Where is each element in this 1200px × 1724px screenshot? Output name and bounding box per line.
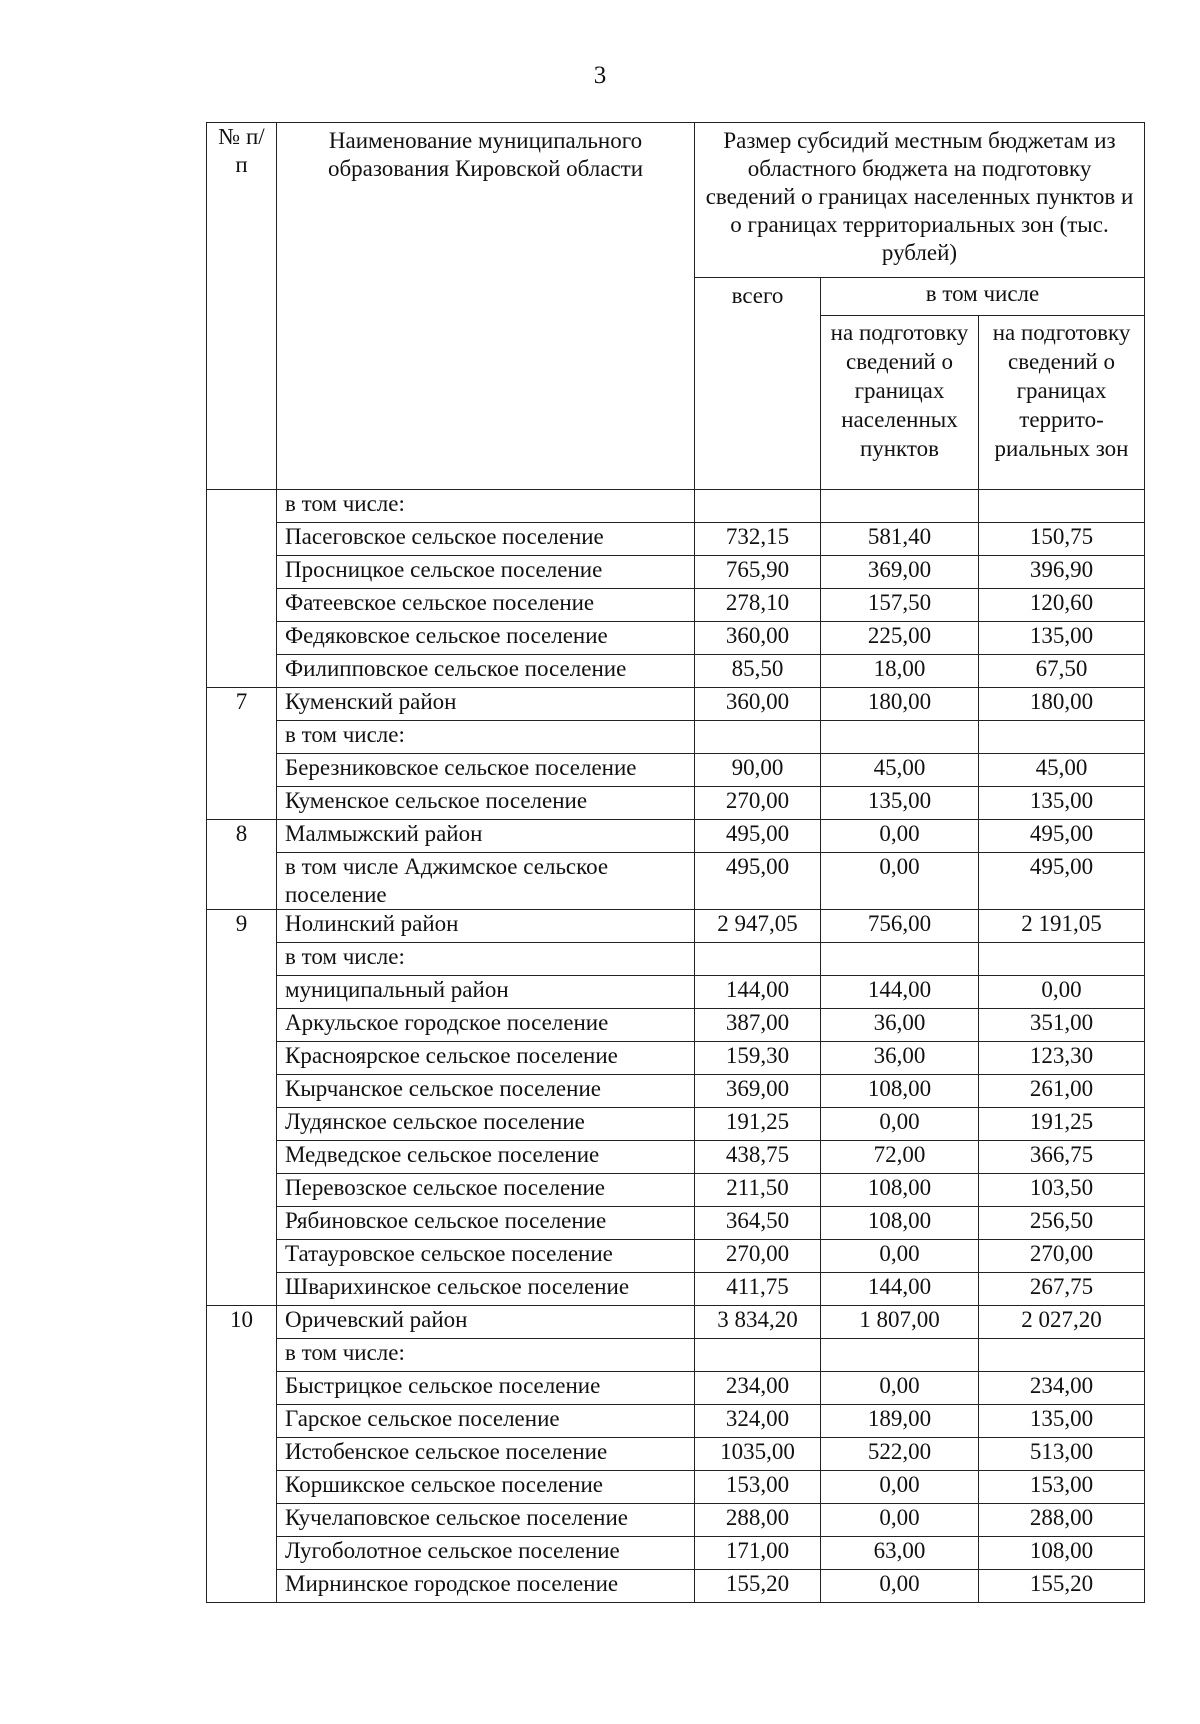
header-settlements-boundaries: на подготовку сведений о границах населенных пунктов bbox=[821, 316, 979, 490]
table-row bbox=[207, 1108, 1145, 1141]
row-settlements-amount: 756,00 bbox=[821, 910, 979, 943]
table-row bbox=[207, 1405, 1145, 1438]
row-settlements-amount: 581,40 bbox=[821, 523, 979, 556]
row-zones-amount: 103,50 bbox=[979, 1174, 1145, 1207]
row-number bbox=[207, 787, 277, 820]
row-number bbox=[207, 1405, 277, 1438]
row-settlements-amount: 108,00 bbox=[821, 1174, 979, 1207]
table-row bbox=[207, 490, 1145, 523]
row-name: Березниковское сельское поселение bbox=[277, 754, 695, 787]
row-total: 369,00 bbox=[695, 1075, 821, 1108]
row-name: Куменский район bbox=[277, 688, 695, 721]
row-number bbox=[207, 1075, 277, 1108]
row-total: 155,20 bbox=[695, 1570, 821, 1603]
row-settlements-amount: 0,00 bbox=[821, 1471, 979, 1504]
row-name: Нолинский район bbox=[277, 910, 695, 943]
row-total: 360,00 bbox=[695, 622, 821, 655]
header-including: в том числе bbox=[821, 278, 1145, 316]
row-number bbox=[207, 1471, 277, 1504]
row-number bbox=[207, 1240, 277, 1273]
row-total: 411,75 bbox=[695, 1273, 821, 1306]
table-row bbox=[207, 556, 1145, 589]
header-no: № п/п bbox=[207, 123, 277, 490]
row-number bbox=[207, 1339, 277, 1372]
row-total: 90,00 bbox=[695, 754, 821, 787]
table-row bbox=[207, 1537, 1145, 1570]
row-settlements-amount bbox=[821, 721, 979, 754]
row-number bbox=[207, 655, 277, 688]
table-row bbox=[207, 1009, 1145, 1042]
row-number bbox=[207, 1273, 277, 1306]
row-zones-amount: 396,90 bbox=[979, 556, 1145, 589]
row-name: в том числе: bbox=[277, 1339, 695, 1372]
row-total: 324,00 bbox=[695, 1405, 821, 1438]
row-settlements-amount: 18,00 bbox=[821, 655, 979, 688]
row-settlements-amount: 0,00 bbox=[821, 1372, 979, 1405]
row-total: 3 834,20 bbox=[695, 1306, 821, 1339]
row-settlements-amount: 0,00 bbox=[821, 1108, 979, 1141]
row-total: 438,75 bbox=[695, 1141, 821, 1174]
row-settlements-amount: 108,00 bbox=[821, 1075, 979, 1108]
row-zones-amount: 351,00 bbox=[979, 1009, 1145, 1042]
table-row bbox=[207, 688, 1145, 721]
row-total: 270,00 bbox=[695, 1240, 821, 1273]
table-row bbox=[207, 1042, 1145, 1075]
subsidy-table bbox=[206, 122, 1145, 1603]
row-zones-amount: 180,00 bbox=[979, 688, 1145, 721]
row-number bbox=[207, 1141, 277, 1174]
table-row bbox=[207, 976, 1145, 1009]
row-total bbox=[695, 1339, 821, 1372]
row-name: в том числе Аджимское сельское поселение bbox=[277, 853, 695, 910]
table-row bbox=[207, 910, 1145, 943]
row-zones-amount: 2 027,20 bbox=[979, 1306, 1145, 1339]
row-zones-amount: 153,00 bbox=[979, 1471, 1145, 1504]
row-name: Красноярское сельское поселение bbox=[277, 1042, 695, 1075]
table-row bbox=[207, 721, 1145, 754]
row-settlements-amount: 225,00 bbox=[821, 622, 979, 655]
row-zones-amount bbox=[979, 1339, 1145, 1372]
table-row bbox=[207, 787, 1145, 820]
row-name: Фатеевское сельское поселение bbox=[277, 589, 695, 622]
row-name: Пасеговское сельское поселение bbox=[277, 523, 695, 556]
row-settlements-amount bbox=[821, 1339, 979, 1372]
row-number bbox=[207, 754, 277, 787]
row-zones-amount: 261,00 bbox=[979, 1075, 1145, 1108]
row-settlements-amount: 1 807,00 bbox=[821, 1306, 979, 1339]
row-settlements-amount bbox=[821, 943, 979, 976]
table-row bbox=[207, 1240, 1145, 1273]
table-body bbox=[207, 490, 1145, 1603]
table-row bbox=[207, 1504, 1145, 1537]
row-number bbox=[207, 490, 277, 523]
header-total: всего bbox=[695, 278, 821, 490]
row-total: 159,30 bbox=[695, 1042, 821, 1075]
table-row bbox=[207, 1207, 1145, 1240]
row-settlements-amount: 36,00 bbox=[821, 1042, 979, 1075]
table-row bbox=[207, 1570, 1145, 1603]
row-number bbox=[207, 1174, 277, 1207]
row-settlements-amount: 522,00 bbox=[821, 1438, 979, 1471]
row-total: 144,00 bbox=[695, 976, 821, 1009]
row-number bbox=[207, 556, 277, 589]
row-settlements-amount: 144,00 bbox=[821, 1273, 979, 1306]
row-name: Истобенское сельское поселение bbox=[277, 1438, 695, 1471]
row-total: 495,00 bbox=[695, 820, 821, 853]
row-number bbox=[207, 622, 277, 655]
row-number: 9 bbox=[207, 910, 277, 943]
row-number bbox=[207, 589, 277, 622]
row-zones-amount: 234,00 bbox=[979, 1372, 1145, 1405]
row-zones-amount: 0,00 bbox=[979, 976, 1145, 1009]
table-row bbox=[207, 1339, 1145, 1372]
row-number bbox=[207, 1438, 277, 1471]
table-row bbox=[207, 1174, 1145, 1207]
row-number: 7 bbox=[207, 688, 277, 721]
row-number bbox=[207, 1207, 277, 1240]
row-total bbox=[695, 721, 821, 754]
row-settlements-amount: 369,00 bbox=[821, 556, 979, 589]
row-zones-amount: 120,60 bbox=[979, 589, 1145, 622]
header-size: Размер субсидий местным бюджетам из областного бюджета на подготовку сведений о границах населенных пунктов и о границах территориальных зон (тыс. рублей) bbox=[695, 123, 1145, 278]
row-number bbox=[207, 1504, 277, 1537]
row-total: 765,90 bbox=[695, 556, 821, 589]
row-number bbox=[207, 853, 277, 910]
row-zones-amount: 67,50 bbox=[979, 655, 1145, 688]
table-row bbox=[207, 943, 1145, 976]
row-number bbox=[207, 523, 277, 556]
table-row bbox=[207, 523, 1145, 556]
row-zones-amount: 495,00 bbox=[979, 853, 1145, 910]
row-zones-amount: 2 191,05 bbox=[979, 910, 1145, 943]
row-total: 364,50 bbox=[695, 1207, 821, 1240]
row-name: муниципальный район bbox=[277, 976, 695, 1009]
table-row bbox=[207, 622, 1145, 655]
row-name: Лудянское сельское поселение bbox=[277, 1108, 695, 1141]
row-zones-amount bbox=[979, 943, 1145, 976]
row-total: 171,00 bbox=[695, 1537, 821, 1570]
row-settlements-amount: 72,00 bbox=[821, 1141, 979, 1174]
row-name: Шварихинское сельское поселение bbox=[277, 1273, 695, 1306]
row-name: Малмыжский район bbox=[277, 820, 695, 853]
row-settlements-amount: 45,00 bbox=[821, 754, 979, 787]
row-zones-amount bbox=[979, 721, 1145, 754]
table-row bbox=[207, 853, 1145, 910]
row-total bbox=[695, 943, 821, 976]
row-number bbox=[207, 976, 277, 1009]
row-zones-amount: 135,00 bbox=[979, 787, 1145, 820]
row-zones-amount: 513,00 bbox=[979, 1438, 1145, 1471]
table-row bbox=[207, 1075, 1145, 1108]
row-settlements-amount bbox=[821, 490, 979, 523]
row-zones-amount bbox=[979, 490, 1145, 523]
table-row bbox=[207, 754, 1145, 787]
row-zones-amount: 191,25 bbox=[979, 1108, 1145, 1141]
row-zones-amount: 45,00 bbox=[979, 754, 1145, 787]
row-name: Федяковское сельское поселение bbox=[277, 622, 695, 655]
row-settlements-amount: 0,00 bbox=[821, 1504, 979, 1537]
row-name: в том числе: bbox=[277, 943, 695, 976]
row-total: 191,25 bbox=[695, 1108, 821, 1141]
row-name: Оричевский район bbox=[277, 1306, 695, 1339]
table-row bbox=[207, 1273, 1145, 1306]
row-settlements-amount: 108,00 bbox=[821, 1207, 979, 1240]
row-settlements-amount: 0,00 bbox=[821, 853, 979, 910]
row-total: 288,00 bbox=[695, 1504, 821, 1537]
row-settlements-amount: 157,50 bbox=[821, 589, 979, 622]
row-settlements-amount: 189,00 bbox=[821, 1405, 979, 1438]
row-number: 8 bbox=[207, 820, 277, 853]
row-zones-amount: 155,20 bbox=[979, 1570, 1145, 1603]
row-zones-amount: 123,30 bbox=[979, 1042, 1145, 1075]
row-zones-amount: 288,00 bbox=[979, 1504, 1145, 1537]
row-name: Куменское сельское поселение bbox=[277, 787, 695, 820]
row-settlements-amount: 135,00 bbox=[821, 787, 979, 820]
row-zones-amount: 495,00 bbox=[979, 820, 1145, 853]
header-name: Наименование муниципального образования Кировской области bbox=[277, 123, 695, 490]
row-zones-amount: 135,00 bbox=[979, 1405, 1145, 1438]
row-settlements-amount: 0,00 bbox=[821, 820, 979, 853]
row-total bbox=[695, 490, 821, 523]
row-name: в том числе: bbox=[277, 721, 695, 754]
row-name: Коршикское сельское поселение bbox=[277, 1471, 695, 1504]
row-total: 234,00 bbox=[695, 1372, 821, 1405]
row-number bbox=[207, 1042, 277, 1075]
row-zones-amount: 150,75 bbox=[979, 523, 1145, 556]
row-total: 211,50 bbox=[695, 1174, 821, 1207]
row-name: Быстрицкое сельское поселение bbox=[277, 1372, 695, 1405]
table-row bbox=[207, 820, 1145, 853]
row-total: 278,10 bbox=[695, 589, 821, 622]
row-settlements-amount: 63,00 bbox=[821, 1537, 979, 1570]
page-number: 3 bbox=[593, 62, 607, 89]
table-row bbox=[207, 1306, 1145, 1339]
row-name: Аркульское городское поселение bbox=[277, 1009, 695, 1042]
row-name: Перевозское сельское поселение bbox=[277, 1174, 695, 1207]
row-name: Кучелаповское сельское поселение bbox=[277, 1504, 695, 1537]
row-settlements-amount: 36,00 bbox=[821, 1009, 979, 1042]
row-zones-amount: 366,75 bbox=[979, 1141, 1145, 1174]
row-number bbox=[207, 943, 277, 976]
row-settlements-amount: 180,00 bbox=[821, 688, 979, 721]
row-total: 85,50 bbox=[695, 655, 821, 688]
row-zones-amount: 267,75 bbox=[979, 1273, 1145, 1306]
row-number bbox=[207, 1108, 277, 1141]
row-total: 2 947,05 bbox=[695, 910, 821, 943]
row-number bbox=[207, 1537, 277, 1570]
row-total: 270,00 bbox=[695, 787, 821, 820]
table-row bbox=[207, 1438, 1145, 1471]
table-row bbox=[207, 1372, 1145, 1405]
row-zones-amount: 108,00 bbox=[979, 1537, 1145, 1570]
row-name: Просницкое сельское поселение bbox=[277, 556, 695, 589]
row-total: 153,00 bbox=[695, 1471, 821, 1504]
row-name: Рябиновское сельское поселение bbox=[277, 1207, 695, 1240]
table-row bbox=[207, 655, 1145, 688]
row-zones-amount: 270,00 bbox=[979, 1240, 1145, 1273]
row-name: Татауровское сельское поселение bbox=[277, 1240, 695, 1273]
row-number bbox=[207, 721, 277, 754]
row-name: Медведское сельское поселение bbox=[277, 1141, 695, 1174]
row-name: Кырчанское сельское поселение bbox=[277, 1075, 695, 1108]
row-name: Гарское сельское поселение bbox=[277, 1405, 695, 1438]
row-name: Лугоболотное сельское поселение bbox=[277, 1537, 695, 1570]
row-number bbox=[207, 1009, 277, 1042]
row-settlements-amount: 144,00 bbox=[821, 976, 979, 1009]
header-zones-boundaries: на подготовку сведений о границах террито-риальных зон bbox=[979, 316, 1145, 490]
row-total: 732,15 bbox=[695, 523, 821, 556]
row-zones-amount: 256,50 bbox=[979, 1207, 1145, 1240]
table-row bbox=[207, 589, 1145, 622]
row-total: 1035,00 bbox=[695, 1438, 821, 1471]
row-number bbox=[207, 1372, 277, 1405]
row-settlements-amount: 0,00 bbox=[821, 1240, 979, 1273]
row-total: 495,00 bbox=[695, 853, 821, 910]
row-total: 360,00 bbox=[695, 688, 821, 721]
row-name: Мирнинское городское поселение bbox=[277, 1570, 695, 1603]
row-name: в том числе: bbox=[277, 490, 695, 523]
table-row bbox=[207, 1141, 1145, 1174]
row-number bbox=[207, 1570, 277, 1603]
row-settlements-amount: 0,00 bbox=[821, 1570, 979, 1603]
row-total: 387,00 bbox=[695, 1009, 821, 1042]
row-zones-amount: 135,00 bbox=[979, 622, 1145, 655]
table-row bbox=[207, 1471, 1145, 1504]
row-name: Филипповское сельское поселение bbox=[277, 655, 695, 688]
row-number: 10 bbox=[207, 1306, 277, 1339]
